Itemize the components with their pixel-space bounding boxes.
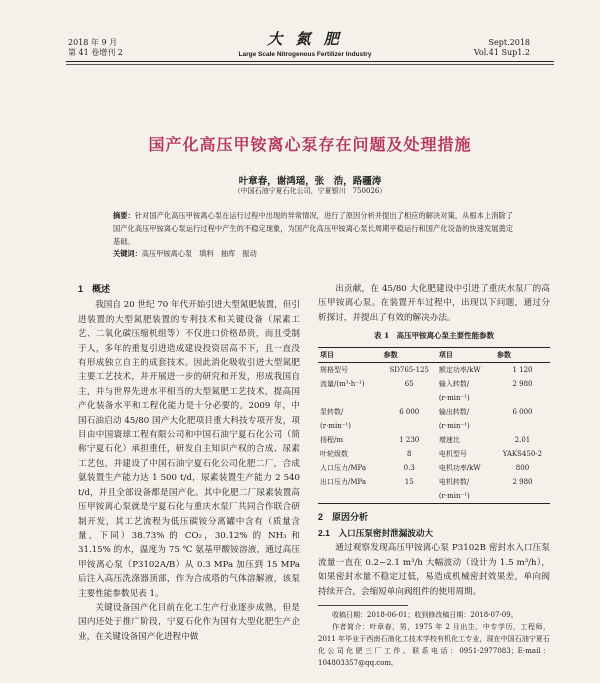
footnote-rule (318, 605, 408, 606)
table-cell: 1 230 (399, 435, 420, 444)
section-1-paragraph-2: 关键设备国产化目前在化工生产行业逐步成熟，但是国内还处于推广阶段，宁夏石化作为国有大型化肥生产企业，在关键设备国产化进程中做 (78, 602, 300, 642)
table-header-cell: 项目 (318, 347, 382, 362)
table-row (318, 475, 550, 489)
table-cell: 6 000 (399, 407, 420, 416)
article-title: 国产化高压甲铵离心泵存在问题及处理措施 (148, 135, 472, 154)
table-cell: 增速比 (438, 435, 460, 444)
footnote-received: 收稿日期：2018-06-01；收到修改稿日期：2018-07-09。 (332, 611, 518, 620)
table-cell: (r·min⁻¹) (320, 421, 351, 430)
table-cell: 电机转数/ (438, 477, 470, 486)
keywords-text: 高压甲铵离心泵 填料 抽库 振动 (141, 249, 257, 258)
keywords (113, 249, 513, 259)
table-header-cell: 项目 (437, 347, 495, 362)
table-cell: 输入转数/ (438, 379, 470, 388)
table-cell: 规格型号 (320, 365, 348, 374)
table-cell: 1 120 (512, 365, 533, 374)
table-row (318, 461, 550, 475)
table-row (318, 377, 550, 391)
table-row (318, 391, 550, 405)
table-cell: 出口压力/MPa (320, 477, 367, 486)
table-1-title: 表 1 高压甲铵离心泵主要性能参数 (373, 331, 495, 341)
table-cell (495, 419, 550, 433)
table-cell: 电机功率/kW (438, 463, 481, 472)
table-row (318, 433, 550, 447)
abstract (113, 209, 513, 248)
table-cell: 65 (404, 379, 414, 388)
issue-date: 2018 年 9 月 (68, 38, 118, 47)
article-affiliation: （中国石油宁夏石化公司，宁夏银川 750026） (233, 187, 387, 195)
table-cell: 800 (515, 463, 530, 472)
section-1-paragraph: 我国自 20 世纪 70 年代开始引进大型氮肥装置，但引进装置的大型氮肥装置的专利技术和关键设备（尿素工艺、二氧化碳压缩机组等）不仅进口价格昂贵，而且受制于人，多年的重复引进造成建设投资居高不下，且一直没有形成独立自主的成套技术。因此消化吸收引进大型氮肥主要工艺技术，并开展进一步的研究和开发，形成我国自主，并与世界先进水平相当的大型氮肥工艺技术，提高国产化装备水平和工程化能力是十分必要的。2009 年，中国石油启动 45/80 国产大化肥项目重大科技专项开发，项目由中国寰球工程有限公司和中国石油宁夏石化公司（简称宁夏石化）承担重任，研发自主知识产权的合成、尿素工艺包，并建设了中国石油宁夏石化公司化肥二厂，合成氨装置生产能力达 1 500 t/d，尿素装置生产能力 2 540 t/d，并且全部设备都是国产化。其中化肥二厂尿素装置高压甲铵离心泵就是宁夏石化与重庆水泵厂共同合作联合研制开发，其工艺流程为低压碳铵分离罐中含有（质量含量，下同）38.73% 的 CO₂，30.12% 的 NH₃ 和 31.15% 的水，温度为 75 ℃ 氨基甲酸铵溶液，通过高压甲铵离心泵（P3102A/B）从 0.3 MPa 加压到 15 MPa 后注入高压洗涤器顶部，作为合成塔的气体溶解液，该泵主要性能参数见表 1。 (78, 300, 300, 599)
table-cell: 0.3 (403, 463, 415, 472)
header-rule (66, 61, 554, 62)
table-cell: (r·min⁻¹) (437, 489, 495, 504)
footnote-author: 作者简介：叶章春，男，1975 年 2 月出生，中专学历，工程师，2011 年毕业于西南石油化工技术学校有机化工专业，现在中国石油宁夏石化公司化肥三厂工作。联系电话：0951-2977083；E-mail：104803357@qq.com。 (318, 623, 550, 668)
table-row (318, 419, 550, 433)
table-cell: 电机型号 (438, 449, 467, 458)
table-cell: 2 980 (512, 477, 533, 486)
header-right (474, 38, 530, 58)
article-authors: 叶章春，谢鸿瑶，张 浩，路疆涛 (238, 176, 382, 187)
table-cell (495, 489, 550, 504)
subsection-2-1-heading: 2.1 入口压泵密封泄漏波动大 (318, 528, 434, 539)
left-column (78, 282, 300, 644)
header-rule-thin (66, 64, 554, 65)
table-cell: 15 (404, 477, 414, 486)
table-cell: 额定功率/kW (438, 365, 481, 374)
performance-table (318, 347, 550, 504)
abstract-label: 摘要： (113, 211, 135, 220)
table-cell: 2.01 (514, 435, 531, 444)
issue-volume: 第 41 卷增刊 2 (68, 48, 123, 57)
table-cell: 8 (406, 449, 412, 458)
table-cell: (r·min⁻¹) (438, 393, 470, 402)
issue-date-en: Sept.2018 (488, 38, 530, 47)
abstract-text: 针对国产化高压甲铵离心泵在运行过程中出现的异常情况，进行了原因分析并提出了相应的解决对策，从根本上消除了国产化高压甲铵离心泵运行过程中产生的不稳定现象，为国产化高压甲铵离心泵长周期平稳运行和国产化设备的快速发展奠定基础。 (113, 211, 513, 246)
header-left (68, 38, 123, 58)
right-column (318, 282, 550, 669)
journal-logo: 大 氮 肥 (267, 30, 343, 48)
journal-english-name: Large Scale Nitrogenous Fertilizer Industry (238, 51, 372, 58)
table-cell: 叶轮级数 (320, 449, 348, 458)
table-cell: 流量/(m³·h⁻¹) (320, 379, 365, 388)
keywords-label: 关键词： (113, 249, 142, 258)
table-cell (382, 419, 437, 433)
table-header-row (318, 347, 550, 362)
table-cell: 泵转数/ (320, 407, 344, 416)
table-cell: (r·min⁻¹) (438, 421, 470, 430)
section-2-heading: 2 原因分析 (318, 511, 369, 522)
table-cell: 人口压力/MPa (320, 463, 367, 472)
table-cell: YAKS450-2 (502, 449, 543, 458)
table-cell: 扬程/m (320, 435, 343, 444)
table-cell: SD765-125 (389, 365, 429, 374)
table-cell (318, 489, 382, 504)
table-cell (382, 391, 437, 405)
issue-volume-en: Vol.41 Sup1.2 (473, 48, 530, 57)
table-row (318, 489, 550, 504)
table-cell (318, 391, 382, 405)
table-header-cell: 参数 (382, 347, 437, 362)
table-row (318, 447, 550, 461)
table-row (318, 405, 550, 419)
continued-paragraph: 出贡献，在 45/80 大化肥建设中引进了重庆水泵厂的高压甲铵离心泵。在装置开车过程中，出现以下问题，通过分析探讨，并提出了有效的解决办法。 (318, 284, 550, 323)
subsection-2-1-paragraph: 通过观察发现高压甲铵离心泵 P3102B 密封水入口压泵流量一直在 0.2~2.1 m³/h 大幅波动（设计为 1.5 m³/h），如果密封水量不稳定过低，易造成机械密封效果差，单向阀持续开合，会缩短单向阀组件的使用周期。 (318, 543, 550, 597)
section-1-heading: 1 概述 (78, 284, 111, 294)
table-cell (495, 391, 550, 405)
table-header-cell: 参数 (495, 347, 550, 362)
table-cell: 2 980 (512, 379, 533, 388)
table-row (318, 362, 550, 377)
journal-masthead (205, 28, 405, 58)
table-cell: 6 000 (512, 407, 533, 416)
table-cell: 输出转数/ (438, 407, 470, 416)
table-cell (382, 489, 437, 504)
